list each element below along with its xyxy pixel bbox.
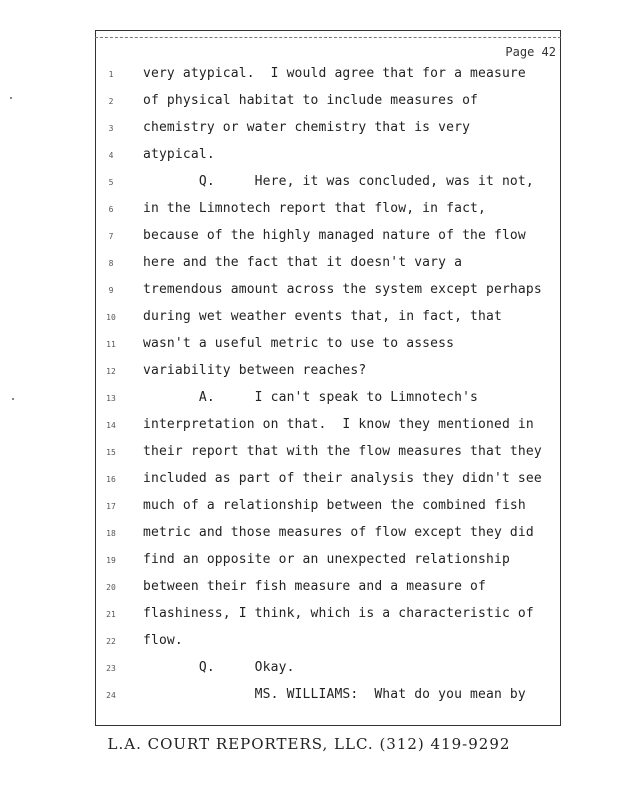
line-text: MS. WILLIAMS: What do you mean by xyxy=(143,687,526,702)
line-text: metric and those measures of flow except they did xyxy=(143,525,534,540)
line-number: 20 xyxy=(106,583,116,592)
line-text: their report that with the flow measures that they xyxy=(143,444,542,459)
line-number: 9 xyxy=(108,286,114,295)
transcript-line xyxy=(95,525,561,551)
line-text: during wet weather events that, in fact, that xyxy=(143,309,502,324)
frame-top-rule xyxy=(95,37,561,38)
line-number: 23 xyxy=(106,664,116,673)
line-text: flashiness, I think, which is a characteristic of xyxy=(143,606,534,621)
line-number: 17 xyxy=(106,502,116,511)
transcript-line xyxy=(95,147,561,173)
line-text: in the Limnotech report that flow, in fact, xyxy=(143,201,486,216)
transcript-line xyxy=(95,120,561,146)
line-text: flow. xyxy=(143,633,183,648)
line-text: A. I can't speak to Limnotech's xyxy=(143,390,479,405)
transcript-line xyxy=(95,309,561,335)
line-number: 2 xyxy=(108,97,114,106)
line-number: 7 xyxy=(108,232,114,241)
line-text: chemistry or water chemistry that is very xyxy=(143,120,471,135)
line-text: between their fish measure and a measure of xyxy=(143,579,486,594)
transcript-line xyxy=(95,255,561,281)
line-number: 18 xyxy=(106,529,116,538)
scan-speck xyxy=(10,97,12,99)
line-number: 11 xyxy=(106,340,116,349)
transcript-line xyxy=(95,417,561,443)
transcript-line xyxy=(95,498,561,524)
line-number: 21 xyxy=(106,610,116,619)
line-number: 12 xyxy=(106,367,116,376)
line-number: 14 xyxy=(106,421,116,430)
line-text: Q. Here, it was concluded, was it not, xyxy=(143,174,534,189)
transcript-line xyxy=(95,201,561,227)
line-number: 3 xyxy=(108,124,114,133)
line-number: 22 xyxy=(106,637,116,646)
transcript-line xyxy=(95,336,561,362)
line-text: find an opposite or an unexpected relationship xyxy=(143,552,510,567)
transcript-line xyxy=(95,66,561,92)
page-number: Page 42 xyxy=(505,45,556,59)
line-text: very atypical. I would agree that for a measure xyxy=(143,66,526,81)
transcript-line xyxy=(95,660,561,686)
line-text: tremendous amount across the system except perhaps xyxy=(143,282,542,297)
line-text: here and the fact that it doesn't vary a xyxy=(143,255,463,270)
transcript-line xyxy=(95,633,561,659)
line-number: 24 xyxy=(106,691,116,700)
line-number: 15 xyxy=(106,448,116,457)
line-text: because of the highly managed nature of the flow xyxy=(143,228,526,243)
line-number: 10 xyxy=(106,313,116,322)
line-number: 16 xyxy=(106,475,116,484)
transcript-line xyxy=(95,390,561,416)
line-number: 8 xyxy=(108,259,114,268)
transcript-line xyxy=(95,687,561,713)
line-text: wasn't a useful metric to use to assess xyxy=(143,336,455,351)
line-number: 19 xyxy=(106,556,116,565)
transcript-line xyxy=(95,282,561,308)
line-number: 5 xyxy=(108,178,114,187)
line-number: 13 xyxy=(106,394,116,403)
line-number: 6 xyxy=(108,205,114,214)
line-text: much of a relationship between the combined fish xyxy=(143,498,526,513)
transcript-line xyxy=(95,471,561,497)
line-text: Q. Okay. xyxy=(143,660,295,675)
line-number: 1 xyxy=(108,70,114,79)
transcript-line xyxy=(95,93,561,119)
transcript-line xyxy=(95,174,561,200)
transcript-line xyxy=(95,228,561,254)
line-text: interpretation on that. I know they mentioned in xyxy=(143,417,534,432)
transcript-line xyxy=(95,444,561,470)
line-number: 4 xyxy=(108,151,114,160)
line-text: atypical. xyxy=(143,147,215,162)
line-text: included as part of their analysis they didn't see xyxy=(143,471,542,486)
transcript-line xyxy=(95,363,561,389)
transcript-line xyxy=(95,579,561,605)
court-reporter-footer: L.A. COURT REPORTERS, LLC. (312) 419-9292 xyxy=(107,735,511,753)
transcript-line xyxy=(95,552,561,578)
transcript-line xyxy=(95,606,561,632)
line-text: of physical habitat to include measures of xyxy=(143,93,479,108)
scan-speck xyxy=(12,398,14,400)
line-text: variability between reaches? xyxy=(143,363,367,378)
